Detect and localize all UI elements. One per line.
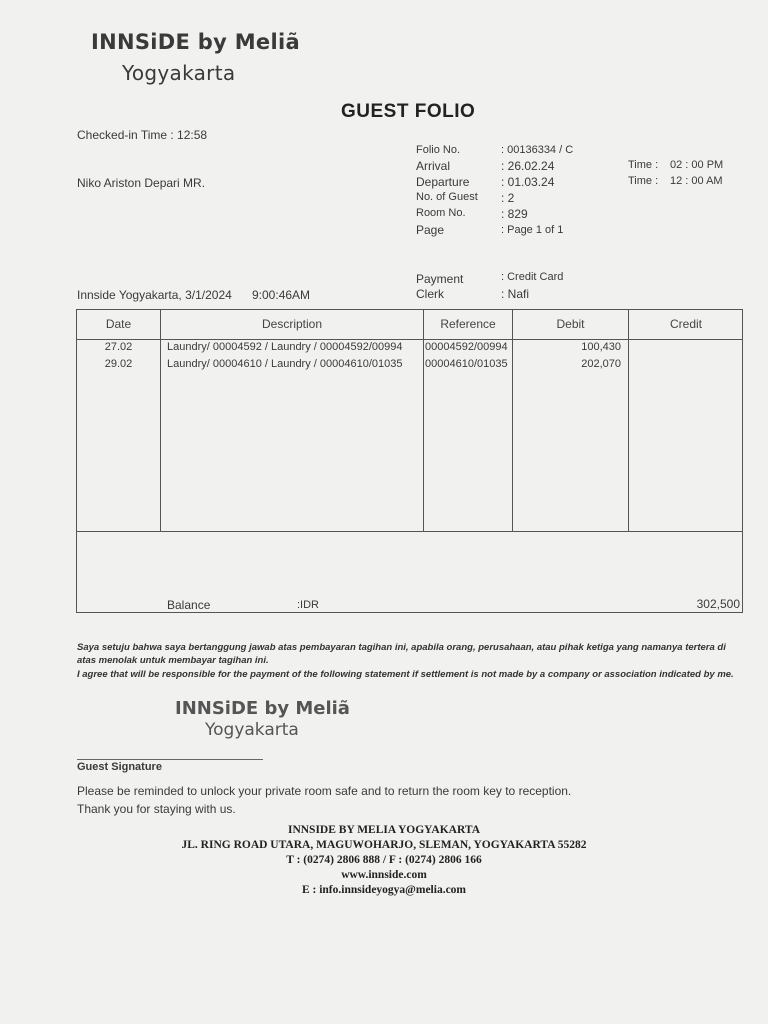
row-reference: 00004610/01035	[425, 358, 508, 370]
arrival-time-value: 02 : 00 PM	[670, 159, 724, 171]
arrival-value: : 26.02.24	[501, 159, 555, 173]
hotel-stamp-line2: Yogyakarta	[205, 720, 299, 740]
folio-table	[76, 309, 743, 613]
header-description: Description	[261, 317, 323, 331]
reminder-line2: Thank you for staying with us.	[77, 802, 236, 816]
page-label: Page	[416, 223, 445, 237]
payment-value: : Credit Card	[501, 271, 564, 283]
departure-label: Departure	[416, 175, 470, 189]
arrival-label: Arrival	[416, 159, 451, 173]
guest-count-value: : 2	[501, 191, 515, 205]
row-description: Laundry/ 00004610 / Laundry / 00004610/01035	[167, 358, 403, 370]
row-description: Laundry/ 00004592 / Laundry / 00004592/00994	[167, 341, 403, 353]
payment-label: Payment	[416, 272, 464, 286]
checked-in-time: Checked-in Time : 12:58	[77, 128, 208, 142]
row-debit: 100,430	[581, 341, 621, 353]
guest-signature-label: Guest Signature	[77, 761, 162, 773]
room-no-label: Room No.	[416, 207, 466, 219]
clerk-value: : Nafi	[501, 287, 530, 301]
table-header-divider	[77, 339, 742, 340]
hotel-stamp-line1: INNSiDE by Meliã	[175, 698, 350, 719]
row-date: 27.02	[104, 341, 133, 353]
document-title: GUEST FOLIO	[341, 101, 476, 122]
header-date: Date	[105, 317, 132, 331]
hotel-logo-line2: Yogyakarta	[122, 61, 236, 85]
location-date-stamp: Innside Yogyakarta, 3/1/2024	[77, 288, 232, 302]
clerk-label: Clerk	[416, 287, 445, 301]
reminder-line1: Please be reminded to unlock your private room safe and to return the room key to reception.	[77, 784, 572, 798]
page-value: : Page 1 of 1	[501, 224, 564, 236]
column-divider-debit	[628, 310, 629, 531]
folio-no-label: Folio No.	[416, 144, 461, 156]
header-debit: Debit	[556, 317, 585, 331]
departure-time-label: Time :	[628, 175, 659, 187]
row-debit: 202,070	[581, 358, 621, 370]
footer-website: www.innside.com	[341, 869, 427, 881]
footer-hotel-name: INNSIDE BY MELIA YOGYAKARTA	[287, 824, 481, 836]
departure-value: : 01.03.24	[501, 175, 555, 189]
footer-address: JL. RING ROAD UTARA, MAGUWOHARJO, SLEMAN, YOGYAKARTA 55282	[181, 839, 587, 851]
statement-id-line1: Saya setuju bahwa saya bertanggung jawab atas pembayaran tagihan ini, apabila orang, perusahaan, atau pihak ketiga yang namanya tertera di	[77, 642, 726, 653]
guest-name: Niko Ariston Depari MR.	[77, 176, 206, 190]
folio-no-value: : 00136334 / C	[501, 144, 574, 156]
arrival-time-label: Time :	[628, 159, 659, 171]
statement-id-line2: atas menolak untuk membayar tagihan ini.	[77, 655, 269, 666]
balance-value: 302,500	[696, 597, 740, 611]
signature-line	[77, 759, 263, 760]
header-reference: Reference	[440, 317, 496, 331]
footer-email: E : info.innsideyogya@melia.com	[301, 884, 467, 896]
room-no-value: : 829	[501, 207, 528, 221]
row-reference: 00004592/00994	[425, 341, 508, 353]
header-credit: Credit	[669, 317, 702, 331]
balance-currency: :IDR	[297, 599, 319, 611]
balance-label: Balance	[167, 598, 211, 612]
departure-time-value: 12 : 00 AM	[670, 175, 723, 187]
guest-count-label: No. of Guest	[416, 191, 478, 203]
column-divider-description	[423, 310, 424, 531]
row-date: 29.02	[104, 358, 133, 370]
table-body-divider	[77, 531, 742, 532]
column-divider-date	[160, 310, 161, 531]
footer-phone: T : (0274) 2806 888 / F : (0274) 2806 166	[286, 854, 482, 866]
statement-en-line: I agree that will be responsible for the payment of the following statement if settlement is not made by a company or association indicated by me.	[77, 669, 734, 680]
print-time: 9:00:46AM	[252, 288, 311, 302]
hotel-logo-line1: INNSiDE by Meliã	[91, 30, 300, 54]
